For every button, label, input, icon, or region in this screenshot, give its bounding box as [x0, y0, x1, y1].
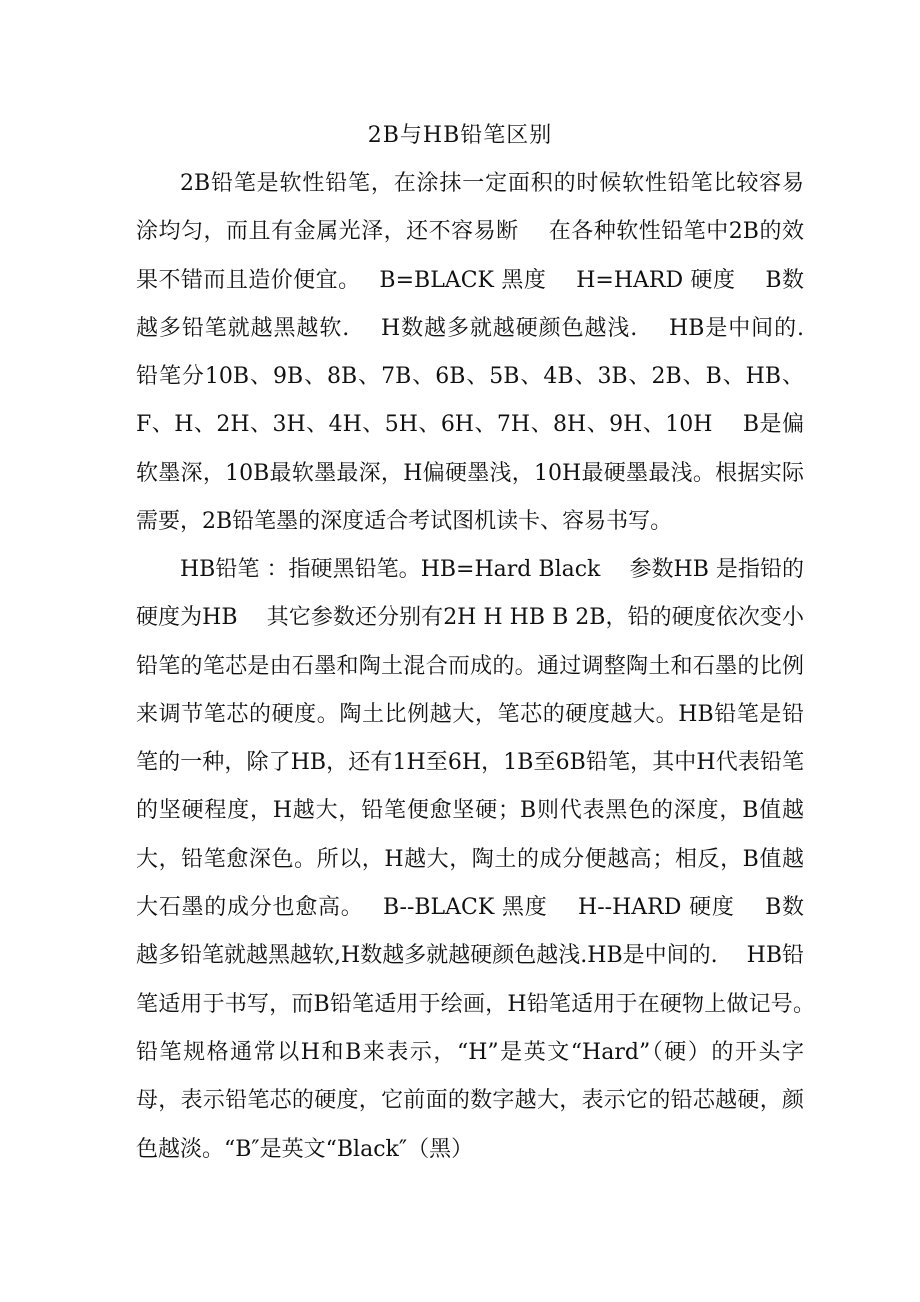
paragraph-2b-pencil: 2B铅笔是软性铅笔，在涂抹一定面积的时候软性铅笔比较容易涂均匀，而且有金属光泽，还不容易断 在各种软性铅笔中2B的效果不错而且造价便宜。 B=BLACK 黑度 H=HARD 硬度 B数越多铅笔就越黑越软. H数越多就越硬颜色越浅. HB是中间的. 铅笔分10B、9B、8B、7B、6B、5B、4B、3B、2B、B、HB、F、H、2H、3H、4H、5H、6H、7H、8H、9H、10H B是偏软墨深，10B最软墨最深，H偏硬墨浅，10H最硬墨最浅。根据实际需要，2B铅笔墨的深度适合考试图机读卡、容易书写。 — [136, 171, 833, 535]
paragraph-hb-pencil: HB铅笔 ：指硬黑铅笔。HB=Hard Black 参数HB 是指铅的硬度为HB 其它参数还分别有2H H HB B 2B，铅的硬度依次变小铅笔的笔芯是由石墨和陶土混合而成的。通过调整陶土和石墨的比例来调节笔芯的硬度。陶土比例越大，笔芯的硬度越大。HB铅笔是铅笔的一种，除了HB，还有1H至6H，1B至6B铅笔，其中H代表铅笔的坚硬程度，H越大，铅笔便愈坚硬；B则代表黑色的深度，B值越大，铅笔愈深色。所以，H越大，陶土的成分便越高；相反，B值越大石墨的成分也愈高。 B--BLACK 黑度 H--HARD 硬度 B数越多铅笔就越黑越软,H数越多就越硬颜色越浅.HB是中间的. HB铅笔适用于书写，而B铅笔适用于绘画，H铅笔适用于在硬物上做记号。 铅笔规格通常以H和B来表示，“H”是英文“Hard”（硬）的开头字母，表示铅笔芯的硬度，它前面的数字越大，表示它的铅芯越硬，颜色越淡。“B″是英文“Black″（黑） — [136, 557, 833, 1162]
document-title: 2B与HB铅笔区别 — [367, 123, 553, 148]
